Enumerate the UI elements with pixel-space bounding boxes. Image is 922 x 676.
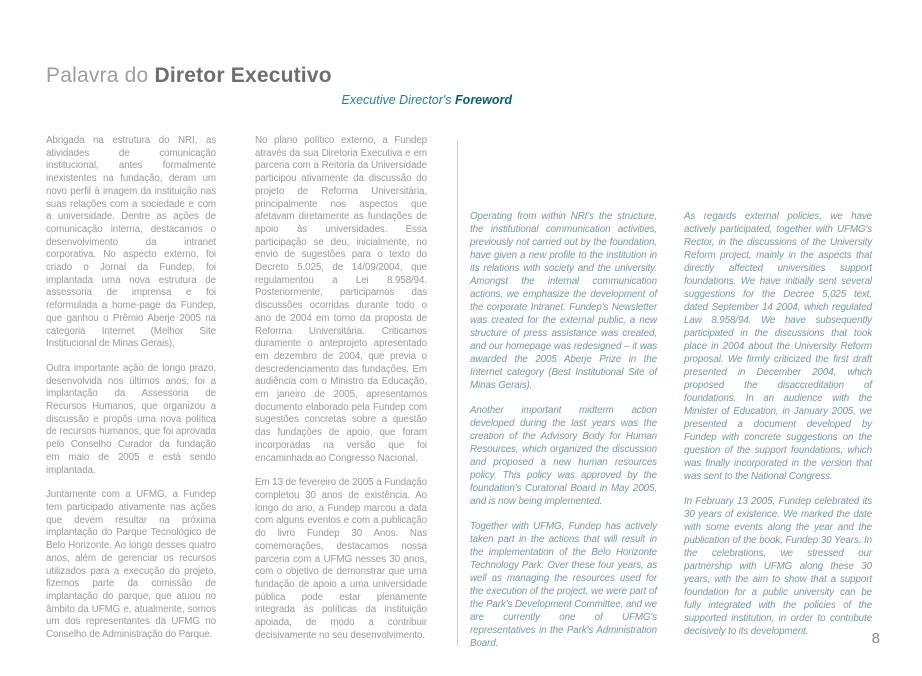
paragraph: Juntamente com a UFMG, a Fundep tem participado ativamente nas ações que devem resultar na próxima implantação do Parque Tecnológico de Belo Horizonte. Ao longo desses quatro anos, além de gerenciar os recursos utilizados para a execução do projeto, fizemos parte da comissão de implantação do parque, que atuou no âmbito da UFMG e, atualmente, somos um dos representantes da UFMG no Conselho de Administração do Parque. bbox=[46, 489, 216, 641]
portuguese-column-1 bbox=[46, 135, 216, 654]
page-title-bold: Diretor Executivo bbox=[154, 64, 332, 87]
paragraph: Outra importante ação de longo prazo, desenvolvida nos últimos anos, foi a implantação da Assessoria de Recursos Humanos, que organizou a discussão e propôs uma nova política de recursos humanos, que foi aprovada pelo Conselho Curador da fundação em maio de 2005 e está sendo implantada. bbox=[46, 362, 216, 476]
page-title-light: Palavra do bbox=[46, 64, 149, 87]
page-subtitle-bold: Foreword bbox=[455, 93, 512, 107]
paragraph: As regards external policies, we have actively participated, together with UFMG's Rector, in the discussions of the University Reform project, mainly in the aspects that directly affected universities support foundations. We have initially sent several suggestions for the Decree 5,025 text, dated September 14 2004, which regulated Law 8.958/94. We have subsequently participated in the discussions that took place in 2004 about the University Reform proposal. We firmly criticized the first draft presented in December 2004, which proposed the disaccreditation of foundations. In an audience with the Minister of Education, in January 2005, we presented a document developed by Fundep with concrete suggestions on the question of the support foundations, which was finally incorporated in the version that was sent to the National Congress. bbox=[684, 211, 872, 482]
portuguese-column-2 bbox=[255, 135, 427, 654]
english-column-2 bbox=[684, 210, 872, 650]
paragraph: No plano político externo, a Fundep através da sua Diretoria Executiva e em parceria com a Reitoria da Universidade participou ativamente da discussão do projeto de Reforma Universitária, principalmente nos aspectos que afetavam diretamente as fundações de apoio às universidades. Essa participação se deu, inicialmente, no envio de sugestões para o texto do Decreto 5.025, de 14/09/2004, que regulamentou a Lei 8.958/94. Posteriormente, participamos das discussões ocorridas durante todo o ano de 2004 em torno da proposta de Reforma Universitária. Criticamos duramente o anteprojeto apresentado em dezembro de 2004, que previa o descredenciamento das fundações. Em audiência com o Ministro da Educação, em janeiro de 2005, apresentamos documento elaborado pela Fundep com sugestões concretas sobre a questão das fundações de apoio, que foram incorporadas na versão que foi encaminhada ao Congresso Nacional. bbox=[255, 135, 427, 464]
paragraph: Together with UFMG, Fundep has actively taken part in the actions that will result in the implementation of the Belo Horizonte Technology Park. Over these four years, as well as managing the resources used for the execution of the project, we were part of the Park's Development Committee, and we are currently one of UFMG's representatives in the Park's Administration Board. bbox=[470, 521, 657, 649]
paragraph: Abrigada na estrutura do NRI, as atividades de comunicação institucional, antes formalmente inexistentes na fundação, deram um novo perfil à imagem da instituição nas suas relações com a sociedade e com a universidade. Dentre as ações de comunicação interna, destacamos o desenvolvimento da intranet corporativa. No aspecto externo, foi criado o Jornal da Fundep, foi implantada uma nova estrutura de assessoria de imprensa e foi reformulada a home-page da Fundep, que ganhou o Prêmio Aberje 2005 na categoria Internet (Melhor Site Institucional de Minas Gerais). bbox=[46, 135, 216, 350]
english-column-1 bbox=[470, 210, 657, 662]
paragraph: Operating from within NRI's the structure, the institutional communication activities, previously not carried out by the foundation, have given a new profile to the institution in its relations with society and the university. Amongst the internal communication actions, we emphasize the development of the corporate Intranet. Fundep's Newsletter was created for the external public, a new structure of press assistance was created, and our homepage was redesigned – it was awarded the 2005 Aberje Prize in the Internet category (Best Institutional Site of Minas Gerais). bbox=[470, 211, 657, 391]
paragraph: In February 13 2005, Fundep celebrated its 30 years of existence. We marked the date with some events along the year and the publication of the book, Fundep 30 Years. In the celebrations, we stressed our partnership with UFMG along these 30 years, with the aim to show that a support foundation for a public university can be fully integrated with the policies of the supported institution, in order to contribute decisively to its development. bbox=[684, 496, 872, 637]
column-divider bbox=[457, 140, 458, 646]
page-subtitle-light: Executive Director's bbox=[341, 93, 452, 107]
paragraph: Em 13 de fevereiro de 2005 a Fundação completou 30 anos de existência. Ao longo do ano, a Fundep marcou a data com alguns eventos e com a publicação do livro Fundep 30 Anos. Nas comemorações, destacamos nossa parceria com a UFMG nesses 30 anos, com o objetivo de demonstrar que uma fundação de apoio a uma universidade pública pode estar plenamente integrada às políticas da instituição apoiada, de modo a contribuir decisivamente no seu desenvolvimento. bbox=[255, 477, 427, 641]
header bbox=[46, 64, 512, 107]
page-subtitle bbox=[46, 93, 512, 107]
paragraph: Another important midterm action developed during the last years was the creation of the Advisory Body for Human Resources, which organized the discussion and proposed a new human resources policy. This policy was approved by the foundation's Curatorial Board in May 2005, and is now being implemented. bbox=[470, 405, 657, 507]
page-title bbox=[46, 64, 512, 88]
page-number: 8 bbox=[871, 630, 880, 647]
